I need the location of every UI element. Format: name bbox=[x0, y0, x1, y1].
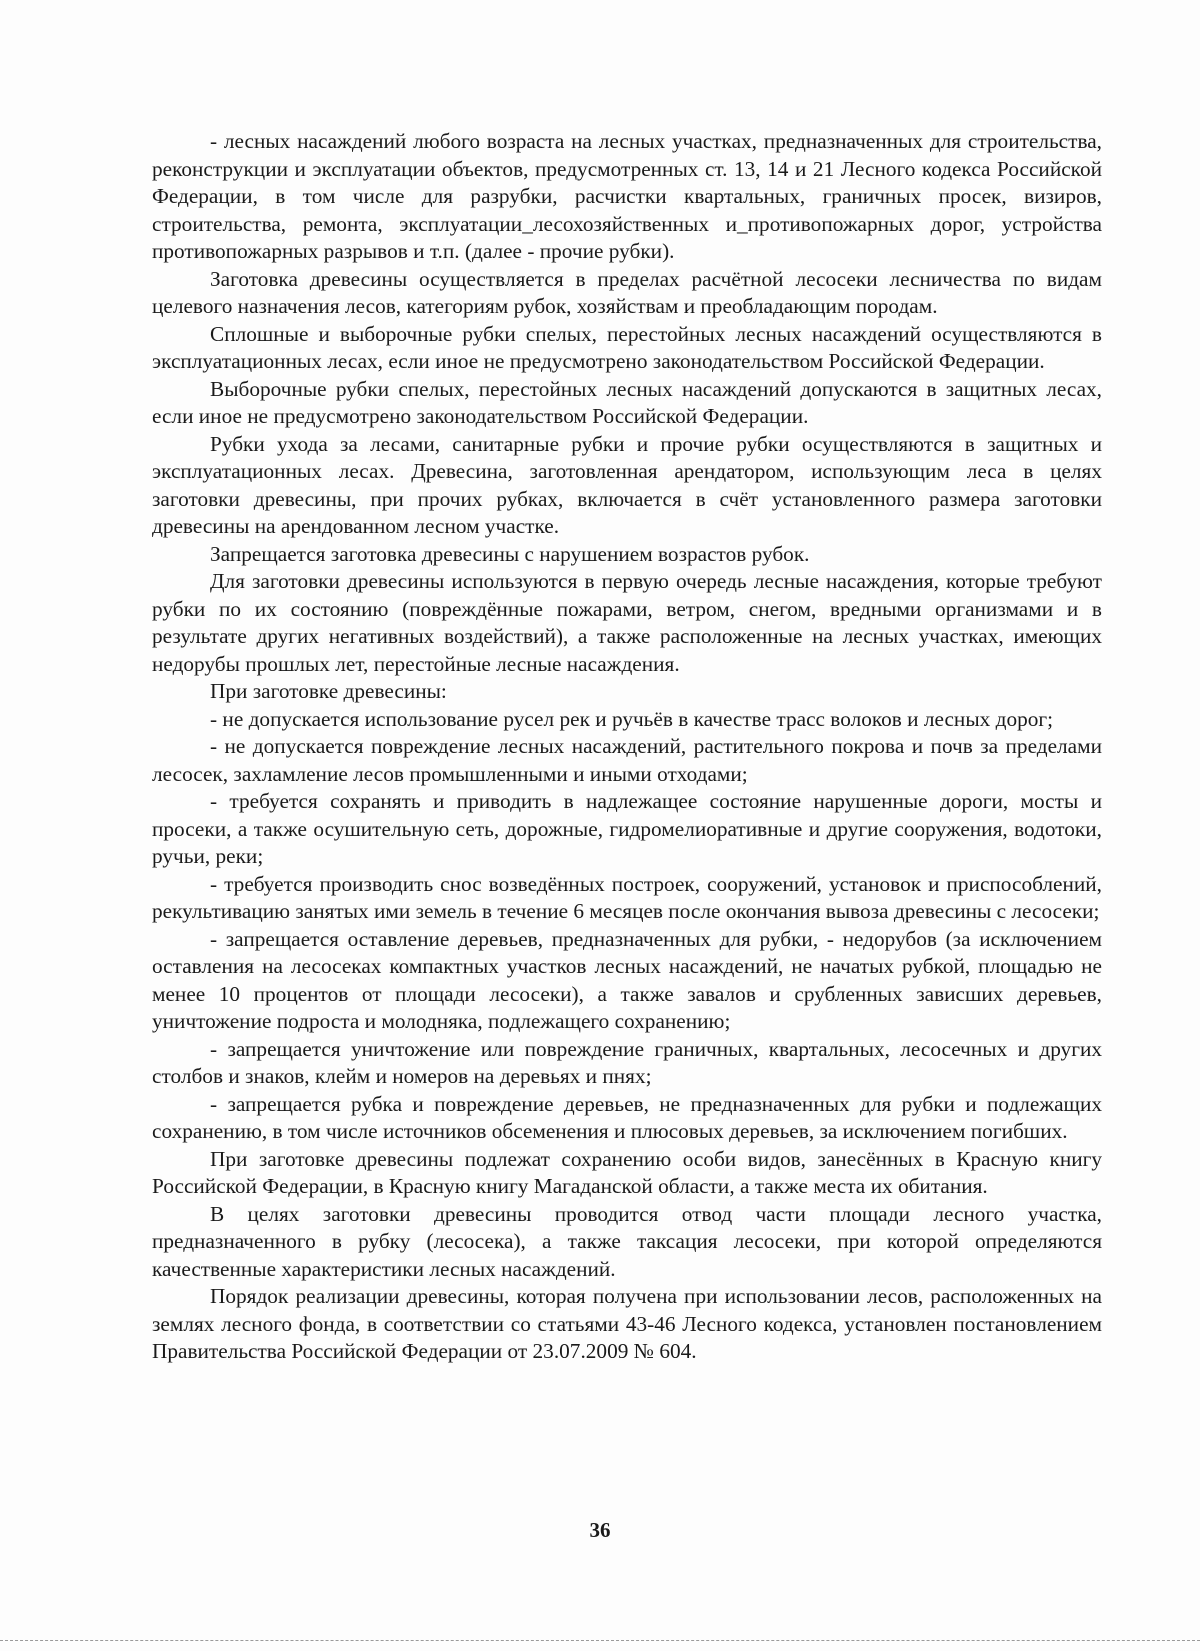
list-item-damage-outside: - не допускается повреждение лесных насаждений, растительного покрова и почв за пределами лесосек, захламление лесов промышленными и иными отходами; bbox=[152, 734, 1102, 786]
page-number: 36 bbox=[589, 1518, 611, 1542]
paragraph-harvest-rules-intro: При заготовке древесины: bbox=[210, 679, 447, 703]
list-item-river-beds: - не допускается использование русел рек и ручьёв в качестве трасс волоков и лесных дорог; bbox=[210, 706, 1054, 731]
list-item-restore-roads: - требуется сохранять и приводить в надлежащее состояние нарушенные дороги, мосты и просеки, а также осушительную сеть, дорожные, гидромелиоративные и другие сооружения, водотоки, ручьи, реки; bbox=[152, 789, 1102, 868]
paragraph-age-prohibition: Запрещается заготовка древесины с нарушением возрастов рубок. bbox=[210, 541, 810, 566]
paragraph-other-cuttings: - лесных насаждений любого возраста на лесных участках, предназначенных для строительства, реконструкции и эксплуатации объектов, предусмотренных ст. 13, 14 и 21 Лесного кодекса Российской Федерации, в том числе для разрубки, расчистки квартальных, граничных просек, визиров, строительства, ремонта, эксплуатации_лесохозяйственных и_противопожарных дорог, устройства противопожарных разрывов и т.п. (далее - прочие рубки). bbox=[152, 129, 1102, 263]
bottom-scan-line bbox=[0, 1640, 1200, 1641]
body-text bbox=[152, 128, 1102, 1366]
list-item-demolish-buildings: - требуется производить снос возведённых построек, сооружений, установок и приспособлений, рекультивацию занятых ими земель в течение 6 месяцев после окончания вывоза древесины с лесосеки; bbox=[152, 871, 1102, 923]
paragraph-priority-stands: Для заготовки древесины используются в первую очередь лесные насаждения, которые требуют рубки по их состоянию (повреждённые пожарами, ветром, снегом, вредными организмами и в результате других негативных воздействий), а также расположенные на лесных участках, имеющих недорубы прошлых лет, перестойные лесные насаждения. bbox=[152, 569, 1102, 676]
paragraph-red-book: При заготовке древесины подлежат сохранению особи видов, занесённых в Красную книгу Российской Федерации, в Красную книгу Магаданской области, а также места их обитания. bbox=[152, 1146, 1102, 1198]
paragraph-care-cuttings: Рубки ухода за лесами, санитарные рубки и прочие рубки осуществляются в защитных и эксплуатационных лесах. Древесина, заготовленная арендатором, использующим леса в целях заготовки древесины, при прочих рубках, включается в счёт установленного размера заготовки древесины на арендованном лесном участке. bbox=[152, 431, 1102, 538]
paragraph-sale-procedure: Порядок реализации древесины, которая получена при использовании лесов, расположенных на землях лесного фонда, в соответствии со статьями 43-46 Лесного кодекса, установлен постановлением Правительства Российской Федерации от 23.07.2009 № 604. bbox=[152, 1284, 1102, 1363]
list-item-boundary-posts: - запрещается уничтожение или повреждение граничных, квартальных, лесосечных и других столбов и знаков, клейм и номеров на деревьях и пнях; bbox=[152, 1036, 1102, 1088]
paragraph-harvest-limits: Заготовка древесины осуществляется в пределах расчётной лесосеки лесничества по видам целевого назначения лесов, категориям рубок, хозяйствам и преобладающим породам. bbox=[152, 266, 1102, 318]
paragraph-allotment: В целях заготовки древесины проводится отвод части площади лесного участка, предназначенного в рубку (лесосека), а также таксация лесосеки, при которой определяются качественные характеристики лесных насаждений. bbox=[152, 1201, 1102, 1281]
paragraph-selective-cutting: Выборочные рубки спелых, перестойных лесных насаждений допускаются в защитных лесах, если иное не предусмотрено законодательством Российской Федерации. bbox=[152, 376, 1102, 428]
list-item-leaving-trees: - запрещается оставление деревьев, предназначенных для рубки, - недорубов (за исключением оставления на лесосеках компактных участков лесных насаждений, не начатых рубкой, площадью не менее 10 процентов от площади лесосеки), а также завалов и срубленных зависших деревьев, уничтожение подроста и молодняка, подлежащего сохранению; bbox=[152, 926, 1102, 1033]
paragraph-clear-cutting: Сплошные и выборочные рубки спелых, перестойных лесных насаждений осуществляются в эксплуатационных лесах, если иное не предусмотрено законодательством Российской Федерации. bbox=[152, 321, 1102, 373]
list-item-protected-trees: - запрещается рубка и повреждение деревьев, не предназначенных для рубки и подлежащих сохранению, в том числе источников обсеменения и плюсовых деревьев, за исключением погибших. bbox=[152, 1091, 1102, 1143]
